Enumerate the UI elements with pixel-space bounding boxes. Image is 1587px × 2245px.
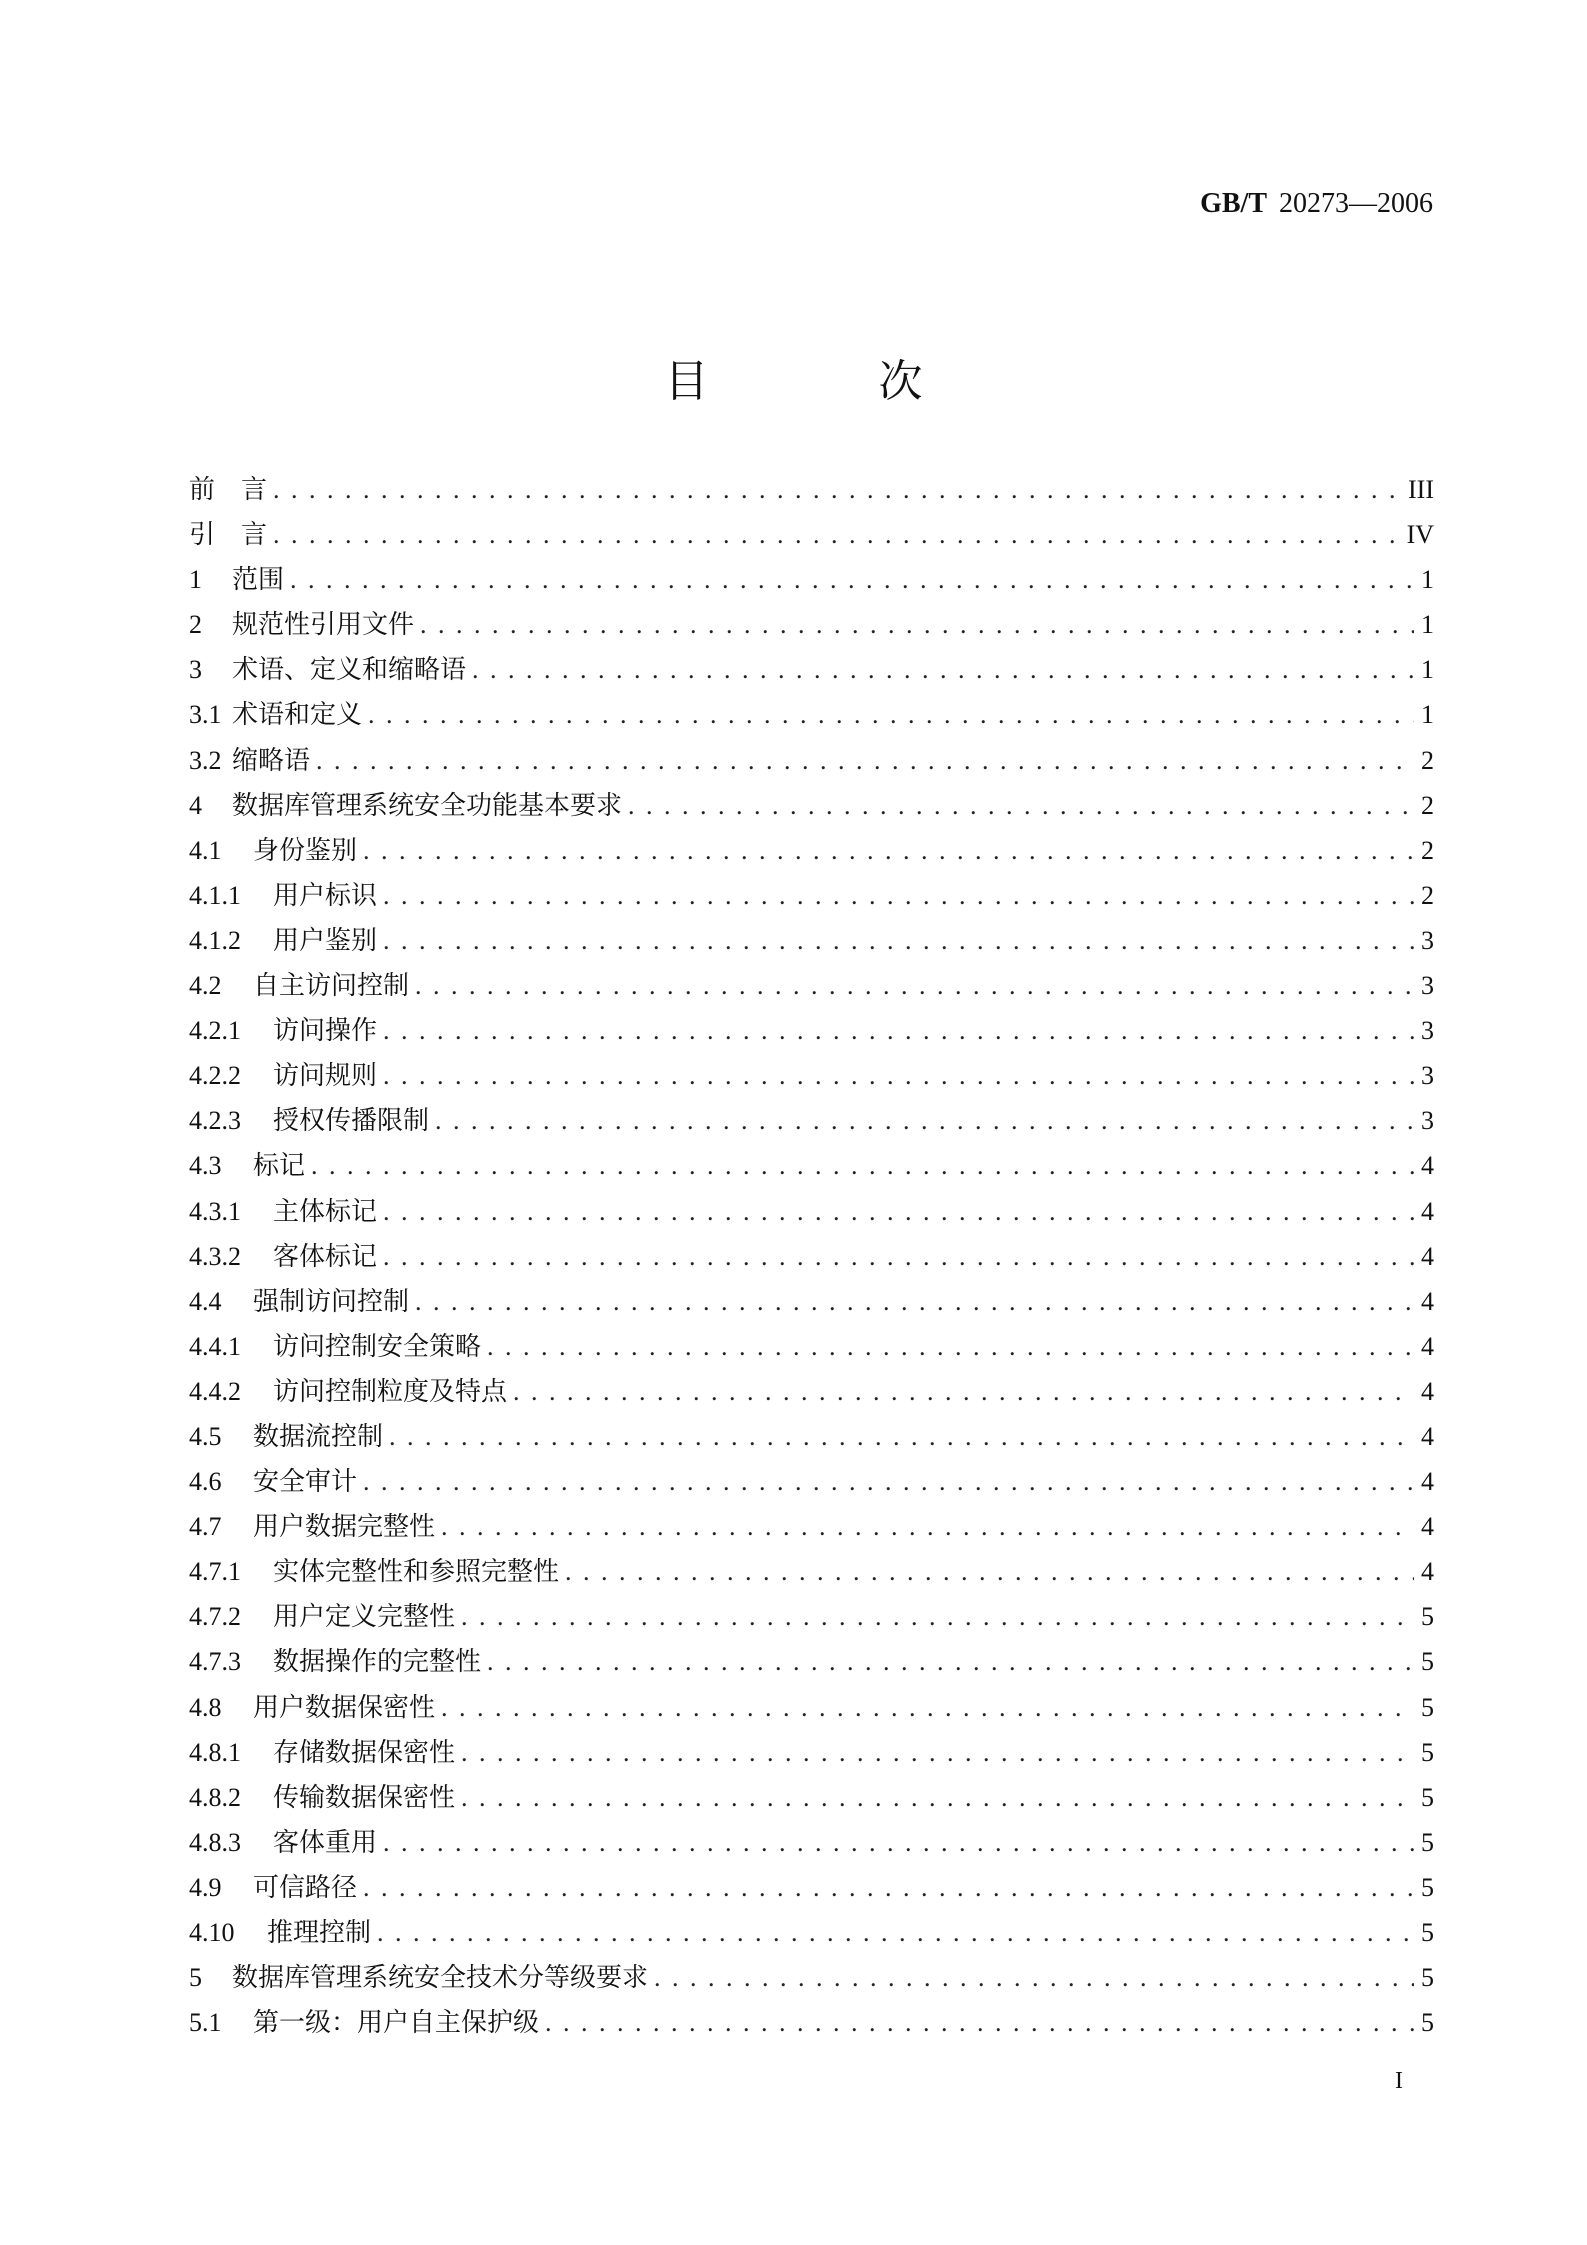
toc-entry-page: 5 <box>1421 1963 1434 1993</box>
dot-leader <box>461 1602 1414 1632</box>
toc-entry-number: 4.5 <box>189 1421 222 1451</box>
dot-leader <box>415 971 1414 1001</box>
toc-entry-number: 4.1.1 <box>189 880 241 910</box>
toc-entry-page: 4 <box>1421 1376 1434 1406</box>
dot-leader <box>565 1557 1414 1587</box>
toc-entry-label: 数据库管理系统安全功能基本要求 <box>232 790 623 821</box>
toc-entry-number: 4.7.3 <box>189 1647 241 1677</box>
dot-leader <box>273 475 1402 505</box>
toc-entry-page: 5 <box>1421 1692 1434 1722</box>
dot-leader <box>487 1332 1414 1362</box>
toc-entry-number: 4 <box>189 790 202 820</box>
toc-entry-number: 4.4.1 <box>189 1331 241 1361</box>
toc-entry[interactable] <box>189 1687 1434 1732</box>
dot-leader <box>472 655 1414 685</box>
toc-entry-number: 4.4 <box>189 1286 222 1316</box>
dot-leader <box>311 1151 1414 1181</box>
toc-entry[interactable] <box>189 1777 1434 1822</box>
toc-entry-label: 标记 <box>253 1151 306 1182</box>
toc-entry-label: 用户标识 <box>273 880 378 911</box>
toc-entry-label: 可信路径 <box>253 1872 358 1903</box>
toc-entry-number: 5.1 <box>189 2008 222 2038</box>
toc-entry-page: 4 <box>1421 1241 1434 1271</box>
toc-entry-page: 1 <box>1421 655 1434 685</box>
toc-entry-page: 3 <box>1421 971 1434 1001</box>
toc-entry[interactable] <box>189 1236 1434 1281</box>
dot-leader <box>383 1061 1414 1091</box>
toc-entry-page: 2 <box>1421 790 1434 820</box>
toc-entry-number: 4.1 <box>189 835 222 865</box>
toc-entry-label: 传输数据保密性 <box>273 1782 456 1813</box>
toc-entry-number: 4.8.2 <box>189 1782 241 1812</box>
toc-entry-page: 1 <box>1421 700 1434 730</box>
toc-entry-page: 5 <box>1421 1872 1434 1902</box>
toc-entry[interactable] <box>189 1281 1434 1326</box>
toc-entry-number: 5 <box>189 1963 202 1993</box>
toc-entry-label: 主体标记 <box>273 1196 378 1227</box>
toc-entry-label: 客体重用 <box>273 1827 378 1858</box>
toc-entry[interactable] <box>189 830 1434 875</box>
toc-entry-label: 推理控制 <box>267 1918 372 1948</box>
dot-leader <box>383 1828 1414 1858</box>
toc-entry-page: 4 <box>1421 1286 1434 1316</box>
dot-leader <box>290 565 1414 595</box>
toc-entry-number: 4.6 <box>189 1467 222 1497</box>
toc-entry-label: 自主访问控制 <box>253 971 410 1002</box>
toc-entry[interactable] <box>189 1145 1434 1190</box>
toc-entry-page: 4 <box>1421 1196 1434 1226</box>
toc-entry-page: 1 <box>1421 610 1434 640</box>
toc-entry-label: 数据操作的完整性 <box>273 1647 482 1678</box>
toc-entry-label: 实体完整性和参照完整性 <box>273 1557 560 1588</box>
toc-entry-number: 4.8 <box>189 1692 222 1722</box>
toc-entry[interactable] <box>189 1596 1434 1641</box>
toc-entry[interactable] <box>189 965 1434 1010</box>
toc-entry-page: 3 <box>1421 1016 1434 1046</box>
page-number: I <box>1395 2068 1403 2094</box>
dot-leader <box>316 746 1414 776</box>
dot-leader <box>363 1467 1414 1497</box>
page-title: 目次 <box>664 356 1093 407</box>
toc-entry-number: 4.7 <box>189 1512 222 1542</box>
standard-number <box>1200 188 1433 220</box>
toc-entry-page: 4 <box>1421 1467 1434 1497</box>
toc-entry-page: 3 <box>1421 925 1434 955</box>
toc-entry-number: 4.10 <box>189 1918 235 1947</box>
toc-entry-label: 前 言 <box>189 475 268 505</box>
toc-entry-label: 引 言 <box>189 520 268 551</box>
toc-entry-number: 4.2.2 <box>189 1061 241 1091</box>
dot-leader <box>487 1647 1414 1677</box>
dot-leader <box>383 881 1414 911</box>
toc-entry-page: 2 <box>1421 745 1434 775</box>
toc-entry-page: 5 <box>1421 1782 1434 1812</box>
toc-entry-page: 5 <box>1421 2008 1434 2038</box>
toc-entry-label: 术语、定义和缩略语 <box>232 655 467 686</box>
toc-entry-label: 用户定义完整性 <box>273 1602 456 1633</box>
toc-entry[interactable] <box>189 875 1434 920</box>
toc-entry-page: 4 <box>1421 1331 1434 1361</box>
toc-entry-number: 3.2 <box>189 745 222 775</box>
toc-entry-page: 4 <box>1421 1421 1434 1451</box>
toc-entry[interactable] <box>189 604 1434 649</box>
toc-entry-number: 3 <box>189 655 202 685</box>
toc-entry-label: 术语和定义 <box>232 700 363 731</box>
dot-leader <box>363 1873 1414 1903</box>
toc-entry-label: 身份鉴别 <box>253 835 358 866</box>
dot-leader <box>420 610 1414 640</box>
toc-entry[interactable] <box>189 2002 1434 2047</box>
toc-entry[interactable] <box>189 1867 1434 1912</box>
dot-leader <box>435 1106 1414 1136</box>
toc-entry[interactable] <box>189 1957 1434 2002</box>
dot-leader <box>441 1512 1414 1542</box>
dot-leader <box>383 1016 1414 1046</box>
dot-leader <box>383 926 1414 956</box>
toc-entry-number: 4.7.2 <box>189 1602 241 1632</box>
toc-entry-page: 4 <box>1421 1151 1434 1181</box>
toc-entry-number: 2 <box>189 610 202 640</box>
toc-entry-label: 强制访问控制 <box>253 1286 410 1317</box>
toc-entry-number: 4.9 <box>189 1872 222 1902</box>
dot-leader <box>654 1963 1414 1993</box>
toc-entry-label: 访问控制粒度及特点 <box>273 1376 508 1407</box>
toc-entry-number: 4.2.1 <box>189 1016 241 1046</box>
dot-leader <box>368 700 1414 730</box>
toc-entry-label: 授权传播限制 <box>273 1106 430 1137</box>
toc-entry[interactable] <box>189 1822 1434 1867</box>
dot-leader <box>461 1783 1414 1813</box>
toc-entry-label: 访问控制安全策略 <box>273 1331 482 1362</box>
toc-entry-label: 存储数据保密性 <box>273 1737 456 1768</box>
toc-entry[interactable] <box>189 694 1434 739</box>
toc-entry[interactable] <box>189 1326 1434 1371</box>
toc-entry-label: 缩略语 <box>232 745 311 776</box>
toc-entry-page: 5 <box>1421 1737 1434 1767</box>
toc-entry-label: 用户数据保密性 <box>253 1692 436 1723</box>
standard-code: 20273—2006 <box>1279 188 1433 219</box>
toc-entry-number: 4.2 <box>189 971 222 1001</box>
toc-entry[interactable] <box>189 1100 1434 1145</box>
dot-leader <box>441 1693 1414 1723</box>
toc-entry[interactable] <box>189 1461 1434 1506</box>
dot-leader <box>363 836 1414 866</box>
standard-prefix: GB/T <box>1200 188 1267 219</box>
dot-leader <box>545 2008 1414 2038</box>
toc-entry[interactable] <box>189 785 1434 830</box>
dot-leader <box>461 1738 1414 1768</box>
table-of-contents <box>189 469 1434 2047</box>
toc-entry-page: 5 <box>1421 1827 1434 1857</box>
toc-entry-page: 3 <box>1421 1106 1434 1136</box>
toc-entry[interactable] <box>189 1055 1434 1100</box>
toc-entry-label: 数据库管理系统安全技术分等级要求 <box>232 1963 649 1994</box>
dot-leader <box>513 1377 1414 1407</box>
toc-entry-page: 2 <box>1421 835 1434 865</box>
toc-entry[interactable] <box>189 1641 1434 1686</box>
toc-entry[interactable] <box>189 559 1434 604</box>
toc-entry-number: 4.4.2 <box>189 1376 241 1406</box>
toc-entry-number: 4.1.2 <box>189 925 241 955</box>
toc-entry-label: 范围 <box>232 565 285 596</box>
toc-entry-number: 4.8.3 <box>189 1827 241 1857</box>
toc-entry[interactable] <box>189 1010 1434 1055</box>
toc-entry-number: 3.1 <box>189 700 222 730</box>
toc-entry[interactable] <box>189 1732 1434 1777</box>
toc-entry-page: 3 <box>1421 1061 1434 1091</box>
toc-entry[interactable] <box>189 920 1434 965</box>
toc-entry-number: 4.3.2 <box>189 1241 241 1271</box>
dot-leader <box>383 1242 1414 1272</box>
toc-entry-number: 4.2.3 <box>189 1106 241 1136</box>
toc-entry-number: 1 <box>189 565 202 595</box>
toc-entry-label: 规范性引用文件 <box>232 610 415 641</box>
toc-entry-label: 用户鉴别 <box>273 925 378 956</box>
toc-entry-page: 5 <box>1421 1918 1434 1947</box>
toc-entry-label: 客体标记 <box>273 1241 378 1272</box>
toc-entry-page: IV <box>1406 520 1434 550</box>
dot-leader <box>383 1197 1414 1227</box>
toc-entry-page: 2 <box>1421 880 1434 910</box>
toc-entry-label: 访问规则 <box>273 1061 378 1092</box>
dot-leader <box>628 791 1414 821</box>
toc-entry-page: 5 <box>1421 1602 1434 1632</box>
toc-entry[interactable] <box>189 1371 1434 1416</box>
dot-leader <box>377 1918 1414 1948</box>
toc-entry-label: 访问操作 <box>273 1016 378 1047</box>
toc-entry-number: 4.8.1 <box>189 1737 241 1767</box>
dot-leader <box>273 520 1401 550</box>
toc-entry[interactable] <box>189 514 1434 559</box>
toc-entry-number: 4.3.1 <box>189 1196 241 1226</box>
toc-entry[interactable] <box>189 469 1434 514</box>
toc-entry[interactable] <box>189 1506 1434 1551</box>
toc-entry-page: 5 <box>1421 1647 1434 1677</box>
toc-entry-label: 第一级：用户自主保护级 <box>253 2008 540 2039</box>
toc-entry-label: 安全审计 <box>253 1467 358 1498</box>
dot-leader <box>415 1287 1414 1317</box>
toc-entry[interactable] <box>189 1551 1434 1596</box>
toc-entry[interactable] <box>189 1416 1434 1461</box>
toc-entry-number: 4.3 <box>189 1151 222 1181</box>
toc-entry[interactable] <box>189 740 1434 785</box>
toc-entry-label: 数据流控制 <box>253 1421 384 1452</box>
toc-entry[interactable] <box>189 649 1434 694</box>
toc-entry[interactable] <box>189 1191 1434 1236</box>
dot-leader <box>389 1422 1414 1452</box>
toc-entry-label: 用户数据完整性 <box>253 1512 436 1543</box>
toc-entry-page: 4 <box>1421 1557 1434 1587</box>
toc-entry[interactable] <box>189 1912 1434 1957</box>
toc-entry-page: 1 <box>1421 565 1434 595</box>
toc-entry-number: 4.7.1 <box>189 1557 241 1587</box>
toc-entry-page: 4 <box>1421 1512 1434 1542</box>
toc-entry-page: III <box>1408 475 1434 504</box>
